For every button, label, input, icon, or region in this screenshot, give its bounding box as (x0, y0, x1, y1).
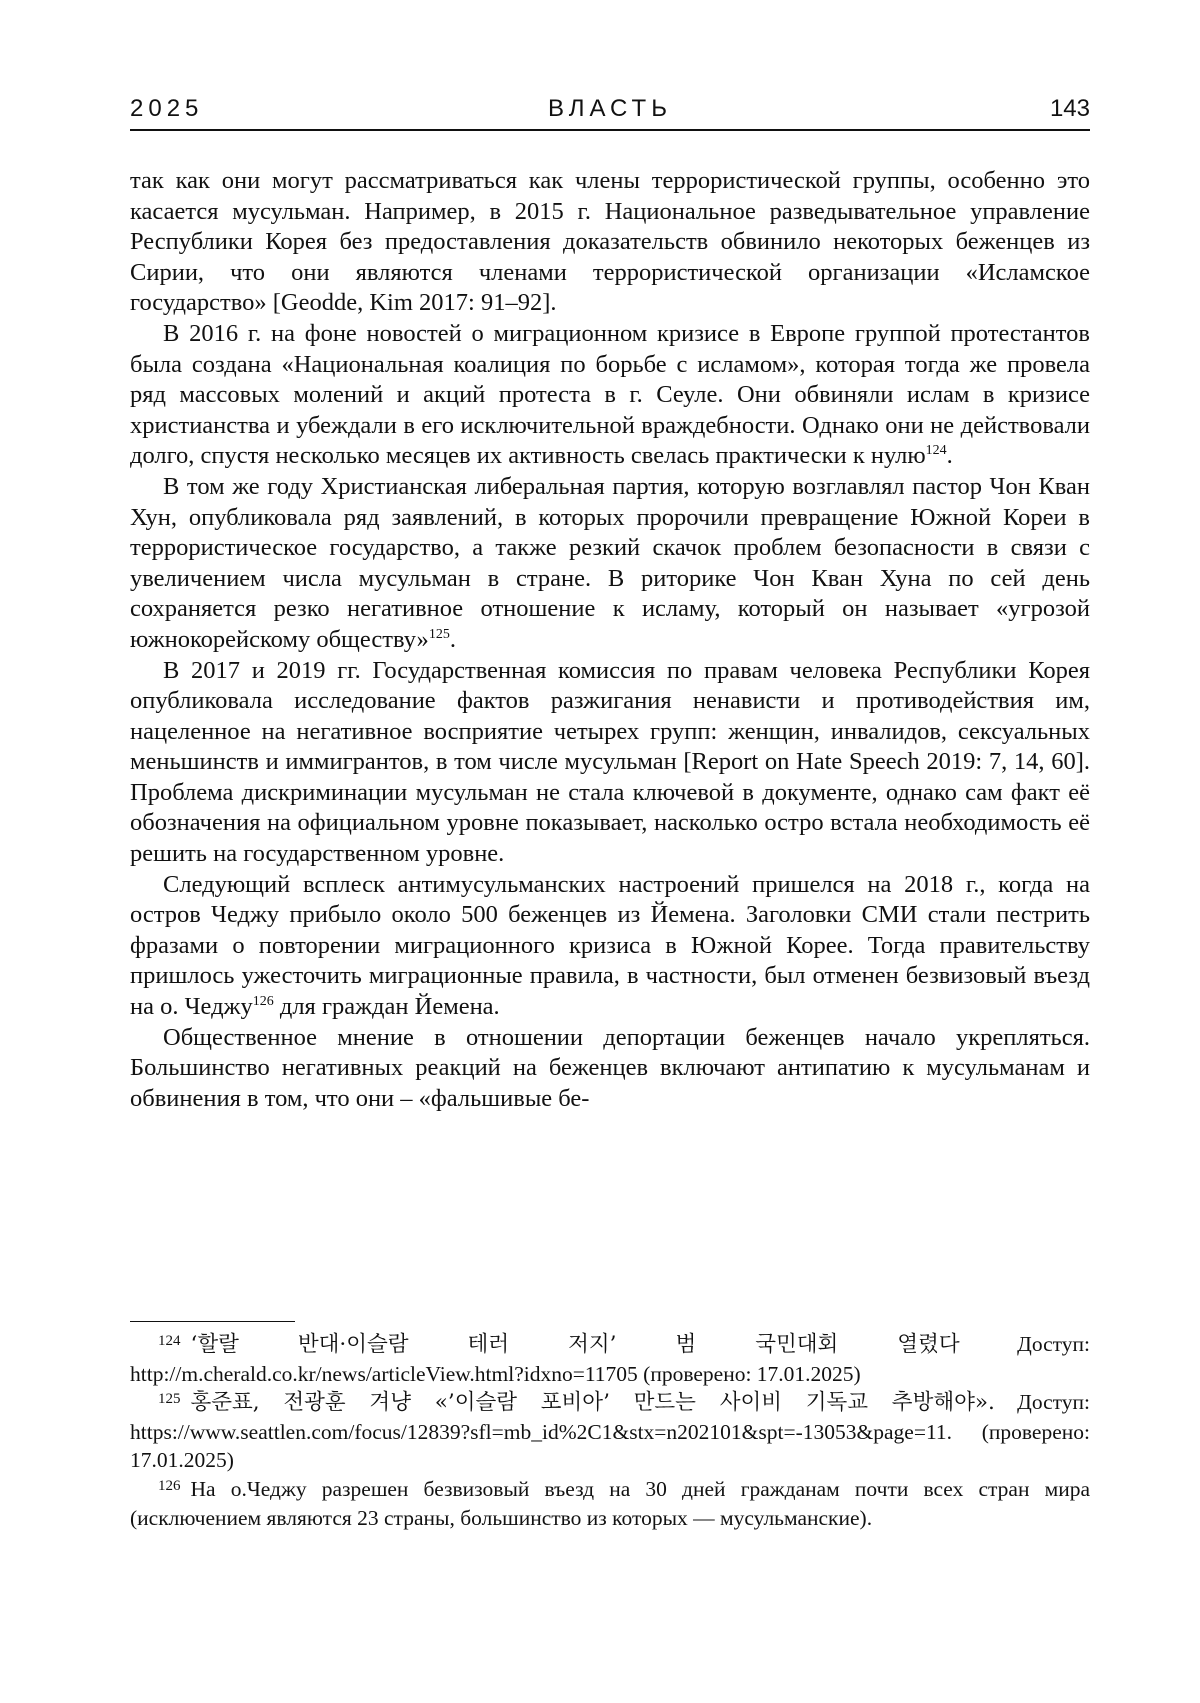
footnote-ref-124[interactable]: 124 (925, 443, 947, 459)
paragraph-5-end: для граждан Йемена. (273, 993, 500, 1021)
footnote-124 (130, 1330, 1090, 1388)
page-number: 143 (1049, 95, 1090, 122)
footnote-text[interactable]: Доступ: http://m.cherald.co.kr/news/articleView.html?idxno=11705 (проверено: 17.01.2025) (130, 1332, 1091, 1386)
footnote-number: 126 (158, 1477, 181, 1494)
footnote-number: 124 (158, 1333, 181, 1349)
footnote-korean-title: ‘할랄 반대·이슬람 테러 저지’ 범 국민대회 열렸다 (190, 1332, 960, 1357)
paragraph-2 (130, 319, 1090, 472)
footnote-ref-126[interactable]: 126 (252, 994, 274, 1010)
main-text (130, 166, 1090, 1114)
footnote-ref-125[interactable]: 125 (428, 626, 450, 642)
paragraph-4 (130, 656, 1090, 870)
paragraph-3 (130, 472, 1090, 656)
header-year: 2025 (130, 95, 204, 122)
running-header (130, 95, 1090, 129)
footnote-divider (130, 1321, 295, 1322)
header-divider (130, 129, 1090, 131)
paragraph-5-text: Следующий всплеск антимусульманских настроений пришелся на 2018 г., когда на остров Чеджу прибыло около 500 беженцев из Йемена. Заголовки СМИ стали пестрить фразами о повторении миграционного кризиса в Южной Корее. Тогда правительству пришлось ужесточить миграционные правила, в частности, был отменен безвизовый въезд на о. Чеджу (130, 870, 1090, 1021)
paragraph-1-text: так как они могут рассматриваться как члены террористической группы, особенно это касается мусульман. Например, в 2015 г. Национальное разведывательное управление Республики Корея без предоставления доказательств обвинило некоторых беженцев из Сирии, что они являются членами террористической организации «Исламское государство» [Geodde, Kim 2017: 91–92]. (130, 167, 1090, 317)
footnote-126 (130, 1475, 1090, 1532)
header-section-title: ВЛАСТЬ (548, 95, 672, 122)
paragraph-3-text: В том же году Христианская либеральная партия, которую возглавлял пастор Чон Кван Хун, опубликовала ряд заявлений, в которых пророчили превращение Южной Кореи в террористическое государство, а также резкий скачок проблем безопасности в связи с увеличением числа мусульман в стране. В риторике Чон Кван Хуна по сей день сохраняется резко негативное отношение к исламу, который он называет «угрозой южнокорейскому обществу» (130, 472, 1090, 653)
footnote-text: На о.Чеджу разрешен безвизовый въезд на 30 дней гражданам почти всех стран мира (исключением являются 23 страны, большинство из которых — мусульманские). (130, 1476, 1090, 1530)
paragraph-6 (130, 1023, 1090, 1115)
paragraph-6-text: Общественное мнение в отношении депортации беженцев начало укрепляться. Большинство негативных реакций на беженцев включают антипатию к мусульманам и обвинения в том, что они – «фальшивые бе- (130, 1023, 1090, 1112)
footnote-korean-title: 홍준표, 전광훈 겨냥 «’이슬람 포비아’ 만드는 사이비 기독교 추방해야». (190, 1390, 995, 1416)
paragraph-4-text: В 2017 и 2019 гг. Государственная комиссия по правам человека Республики Корея опубликовала исследование фактов разжигания ненависти и противодействия им, нацеленное на негативное восприятие четырех групп: женщин, инвалидов, сексуальных меньшинств и иммигрантов, в том числе мусульман [Report on Hate Speech 2019: 7, 14, 60]. Проблема дискриминации мусульман не стала ключевой в документе, однако сам факт её обозначения на официальном уровне показывает, насколько остро встала необходимость её решить на государственном уровне. (130, 656, 1090, 868)
paragraph-2-end: . (946, 442, 953, 470)
footnote-number: 125 (158, 1391, 181, 1408)
footnote-125 (130, 1388, 1090, 1475)
paragraph-3-end: . (449, 625, 456, 653)
footnotes (130, 1330, 1090, 1532)
paragraph-2-text: В 2016 г. на фоне новостей о миграционном кризисе в Европе группой протестантов была создана «Национальная коалиция по борьбе с исламом», которая тогда же провела ряд массовых молений и акций протеста в г. Сеуле. Они обвиняли ислам в кризисе христианства и убеждали в его исключительной враждебности. Однако они не действовали долго, спустя несколько месяцев их активность свелась практически к нулю (130, 319, 1090, 470)
footnote-text[interactable]: Доступ: https://www.seattlen.com/focus/12839?sfl=mb_id%2C1&stx=n202101&spt=-13053&page=11. (проверено: 17.01.2025) (130, 1390, 1090, 1473)
paragraph-5 (130, 870, 1090, 1023)
paragraph-1 (130, 166, 1090, 319)
